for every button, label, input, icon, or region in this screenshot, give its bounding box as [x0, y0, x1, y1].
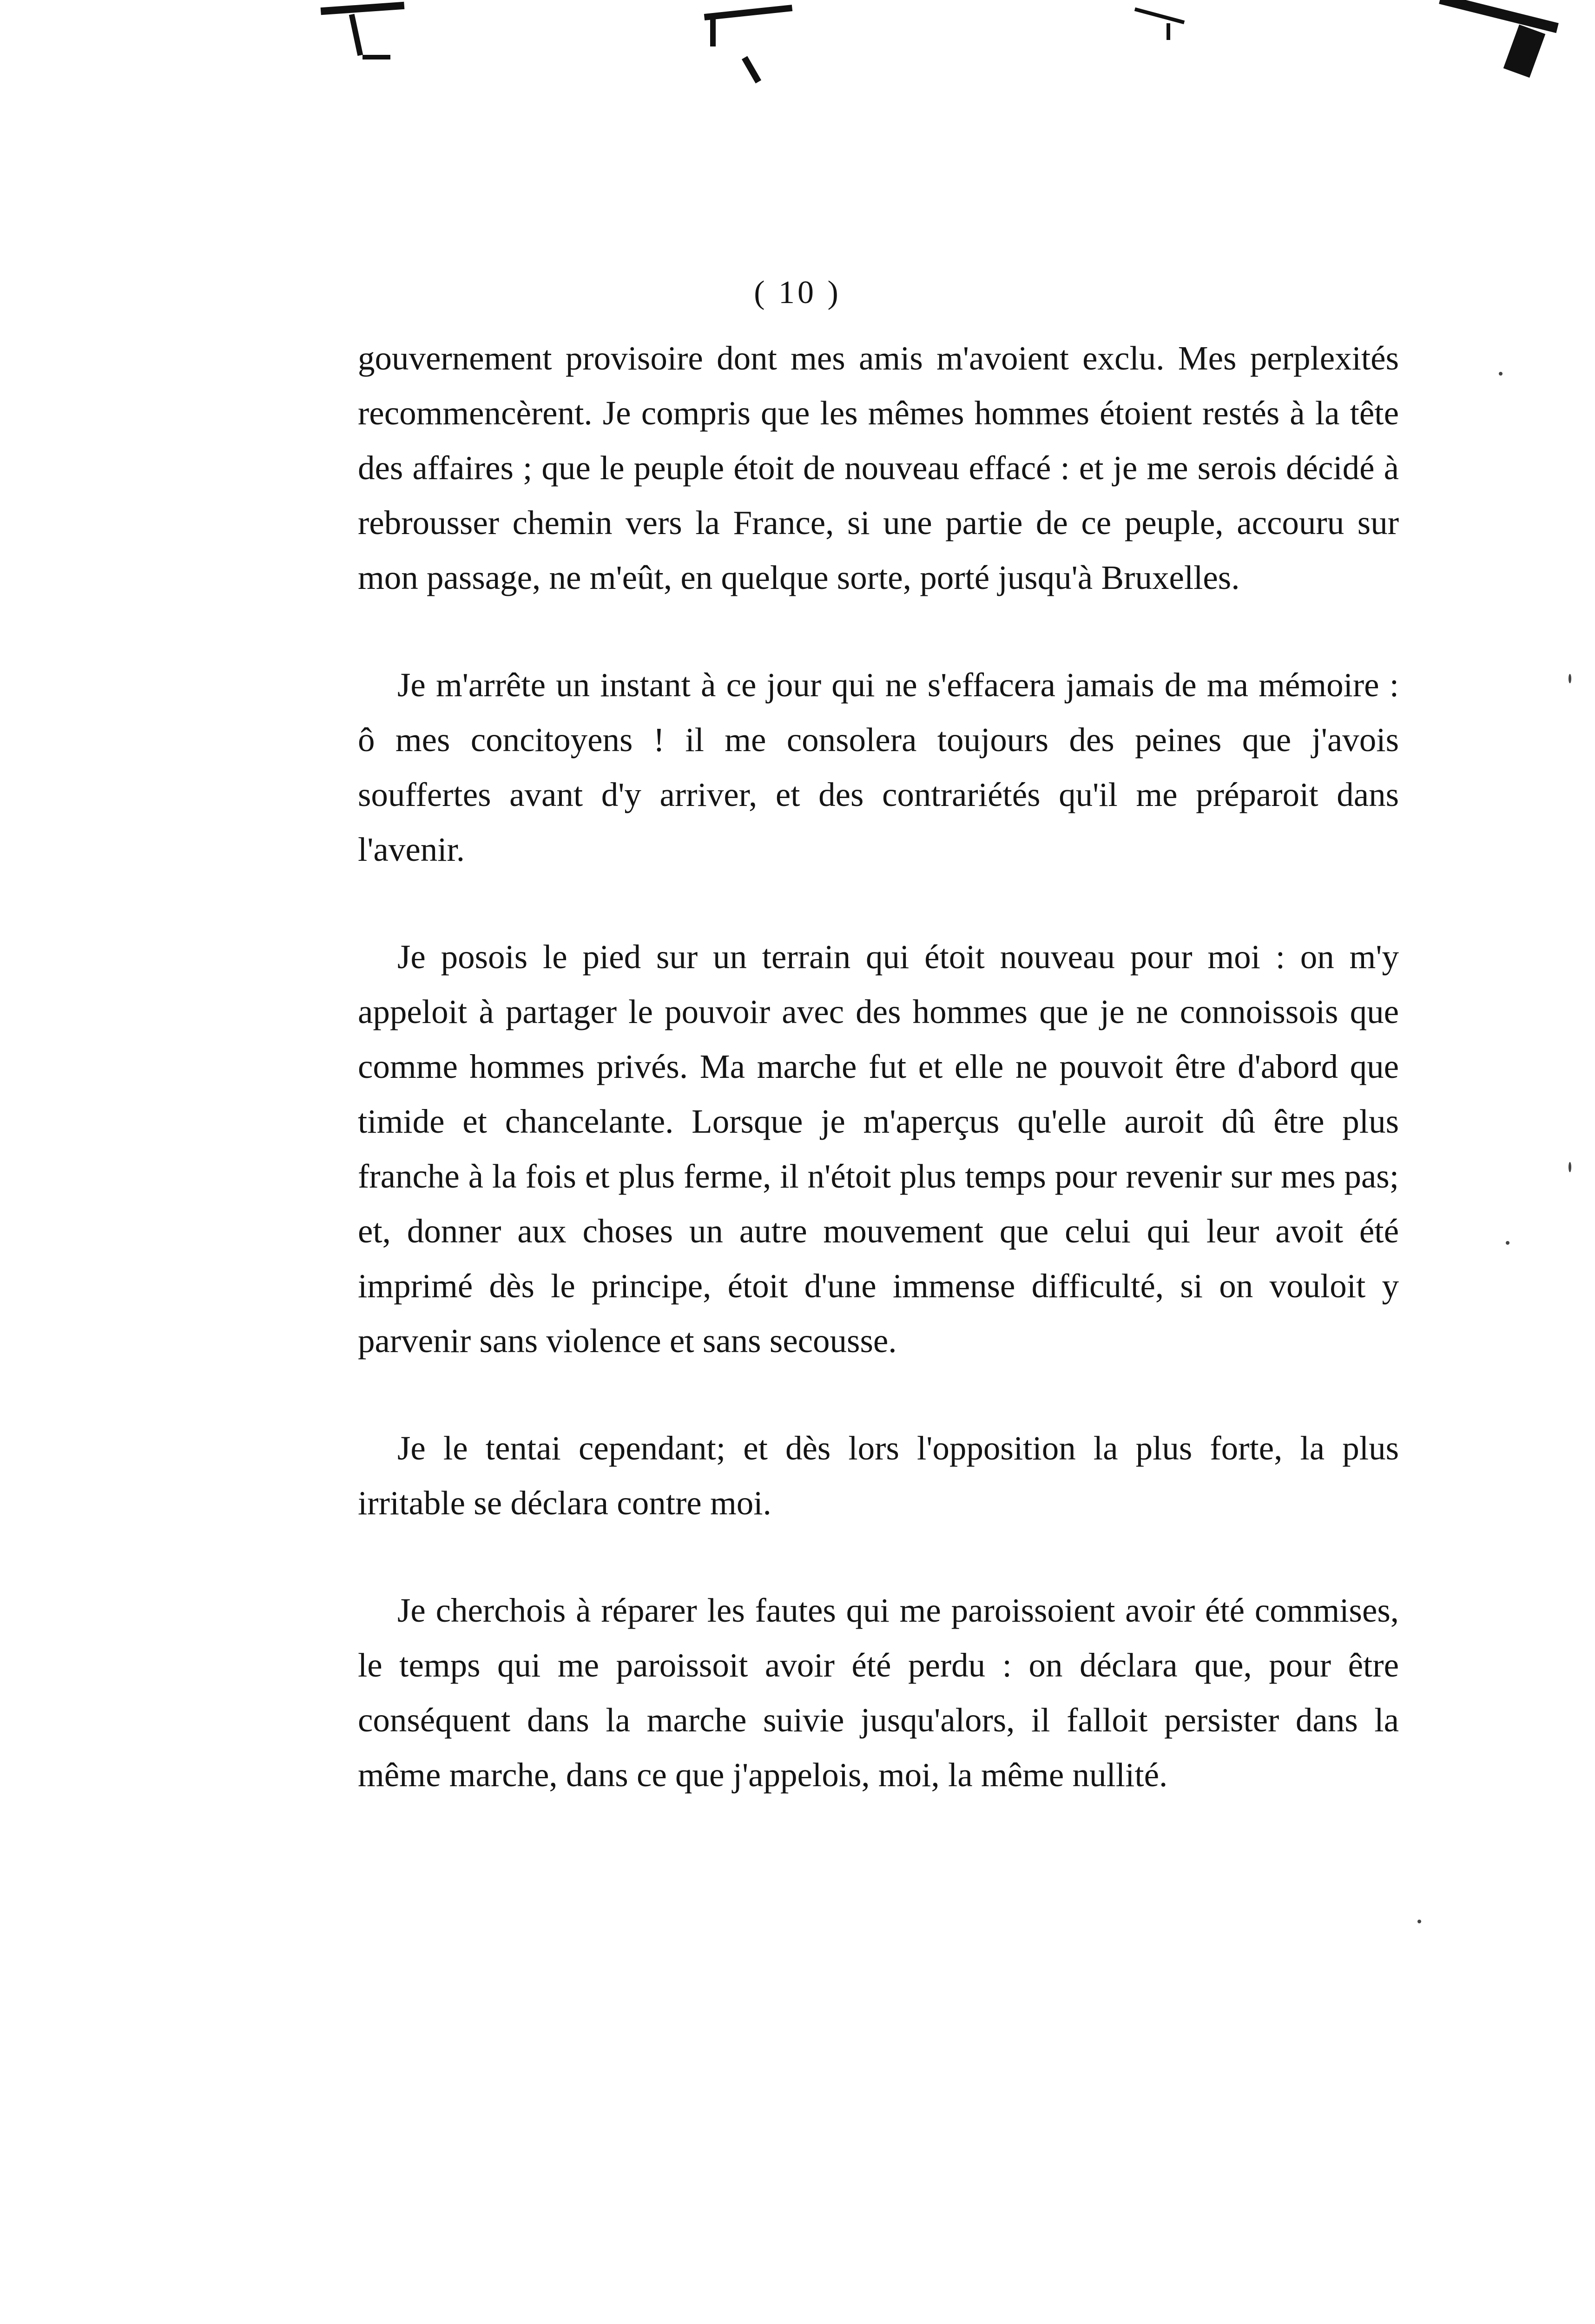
paragraph-2: Je m'arrête un instant à ce jour qui ne s'effacera jamais de ma mémoire : ô mes concitoyens ! il me consolera toujours des peines que j'avois souffertes avant d'y arriver, et des contrariétés qu'il me préparoit dans l'avenir. — [358, 666, 1399, 868]
speck — [1499, 372, 1503, 376]
speck — [1417, 1920, 1421, 1923]
speck — [1569, 1162, 1571, 1172]
paragraph-3: Je posois le pied sur un terrain qui étoit nouveau pour moi : on m'y appeloit à partager le pouvoir avec des hommes que je ne connoissois que comme hommes privés. Ma marche fut et elle ne pouvoit être d'abord que timide et chancelante. Lorsque je m'aperçus qu'elle auroit dû être plus franche à la fois et plus ferme, il n'étoit plus temps pour revenir sur mes pas; et, donner aux choses un autre mouvement que celui qui leur avoit été imprimé dès le principe, étoit d'une immense difficulté, si on vouloit y parvenir sans violence et sans secousse. — [358, 938, 1399, 1360]
speck — [1506, 1241, 1509, 1245]
paragraph-5: Je cherchois à réparer les fautes qui me paroissoient avoir été commises, le temps qui me paroissoit avoir été perdu : on déclara que, pour être conséquent dans la marche suivie jusqu'alors, il falloit persister dans la même marche, dans ce que j'appelois, moi, la même nullité. — [358, 1591, 1399, 1794]
page-number: ( 10 ) — [754, 275, 841, 310]
paragraph-1: gouvernement provisoire dont mes amis m'avoient exclu. Mes perplexités recommencèrent. Je compris que les mêmes hommes étoient restés à la tête des affaires ; que le peuple étoit de nouveau effacé : et je me serois décidé à rebrousser chemin vers la France, si une partie de ce peuple, accouru sur mon passage, ne m'eût, en quelque sorte, porté jusqu'à Bruxelles. — [358, 339, 1399, 596]
page-body — [358, 331, 1399, 1802]
speck — [1569, 674, 1571, 683]
paragraph-4: Je le tentai cependant; et dès lors l'opposition la plus forte, la plus irritable se déclara contre moi. — [358, 1429, 1399, 1522]
